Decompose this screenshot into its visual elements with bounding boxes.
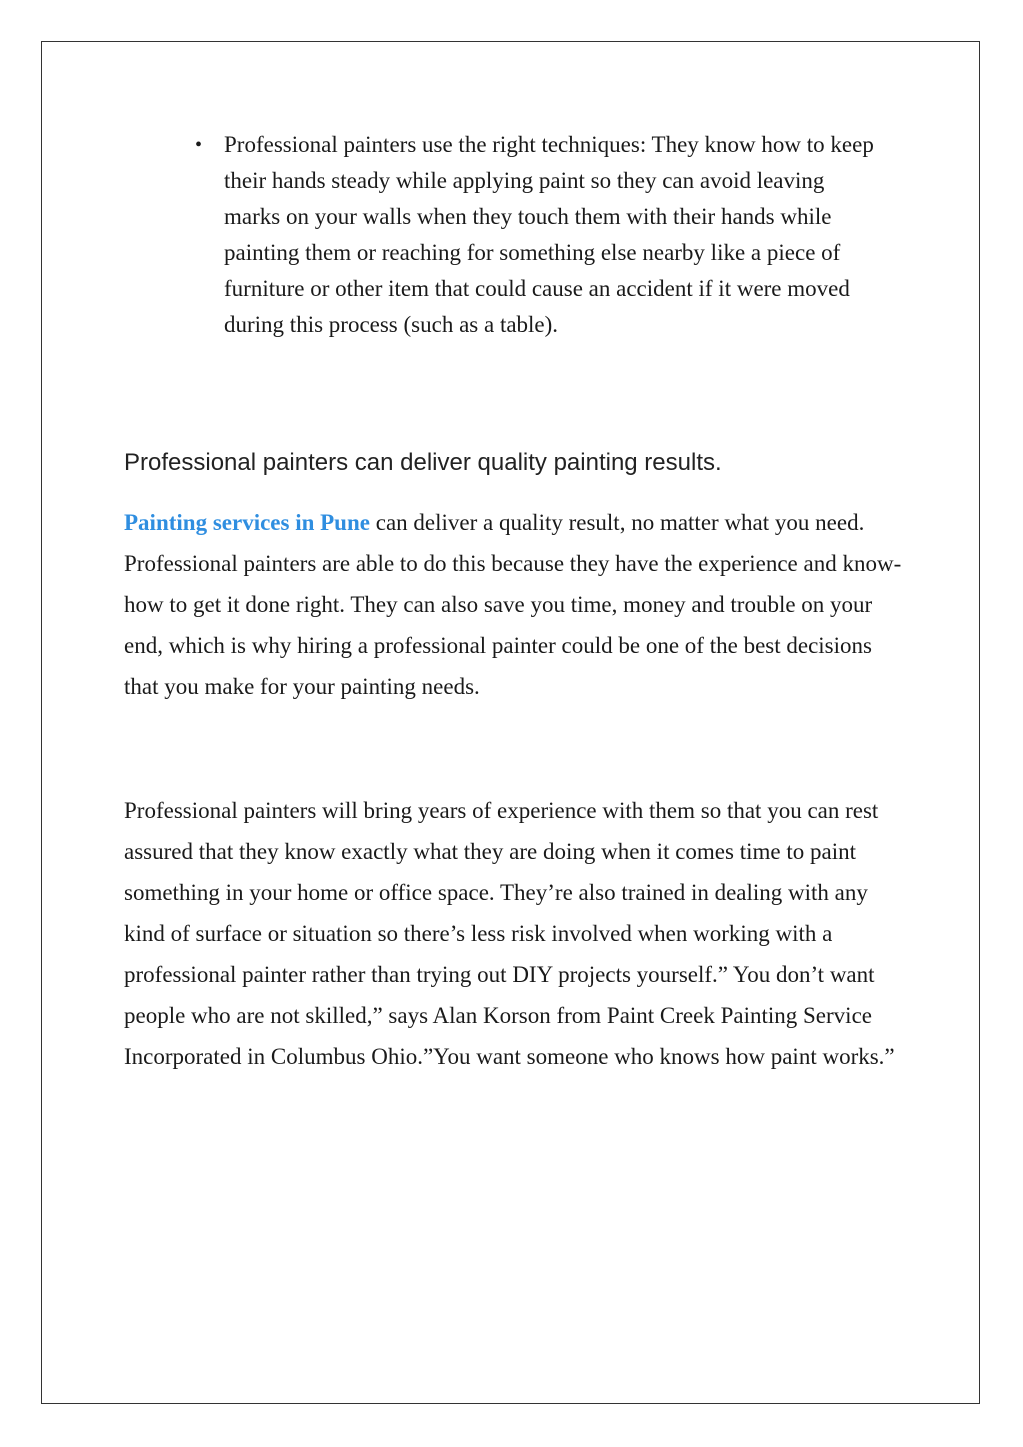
paragraph-1-text: can deliver a quality result, no matter what you need. Professional painters are able to do this because they have the experience and know-how to get it done right. They can also save you time, money and trouble on your end, which is why hiring a professional painter could be one of the best decisions that you make for your painting needs.: [124, 510, 902, 699]
bullet-icon: •: [195, 134, 203, 156]
paragraph-2: Professional painters will bring years of experience with them so that you can rest assured that they know exactly what they are doing when it comes time to paint something in your home or office space. They’re also trained in dealing with any kind of surface or situation so there’s less risk involved when working with a professional painter rather than trying out DIY projects yourself.” You don’t want people who are not skilled,” says Alan Korson from Paint Creek Painting Service Incorporated in Columbus Ohio.”You want someone who knows how paint works.”: [124, 798, 895, 1069]
section-heading: Professional painters can deliver quality painting results.: [124, 449, 722, 476]
paragraph-1: [124, 502, 904, 707]
bullet-text: Professional painters use the right techniques: They know how to keep their hands steady while applying paint so they can avoid leaving marks on your walls when they touch them with their hands while painting them or reaching for something else nearby like a piece of furniture or other item that could cause an accident if it were moved during this process (such as a table).: [224, 132, 874, 337]
list-item: [183, 127, 883, 343]
bullet-list: [183, 127, 883, 343]
painting-services-link[interactable]: Painting services in Pune: [124, 510, 370, 535]
